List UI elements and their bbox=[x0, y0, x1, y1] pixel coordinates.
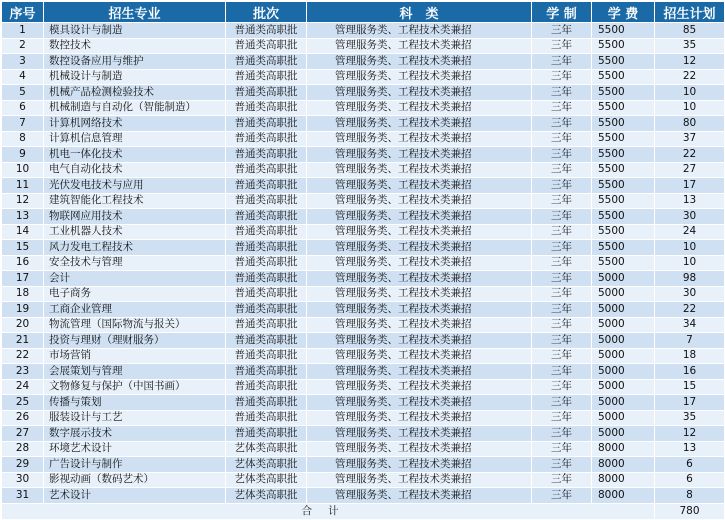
duration: 三年 bbox=[532, 209, 592, 225]
table-row bbox=[2, 131, 725, 147]
category: 管理服务类、工程技术类兼招 bbox=[307, 100, 532, 116]
quota: 18 bbox=[655, 348, 725, 364]
duration: 三年 bbox=[532, 178, 592, 194]
major-name: 机械设计与制造 bbox=[44, 69, 226, 85]
quota: 80 bbox=[655, 116, 725, 132]
quota: 6 bbox=[655, 457, 725, 473]
quota: 10 bbox=[655, 240, 725, 256]
duration: 三年 bbox=[532, 457, 592, 473]
row-index: 16 bbox=[2, 255, 44, 271]
row-index: 7 bbox=[2, 116, 44, 132]
batch: 普通类高职批 bbox=[226, 333, 307, 349]
duration: 三年 bbox=[532, 193, 592, 209]
header-duration: 学 制 bbox=[532, 2, 592, 23]
quota: 10 bbox=[655, 85, 725, 101]
tuition: 8000 bbox=[592, 488, 655, 504]
duration: 三年 bbox=[532, 271, 592, 287]
quota: 6 bbox=[655, 472, 725, 488]
batch: 普通类高职批 bbox=[226, 147, 307, 163]
header-tuition: 学 费 bbox=[592, 2, 655, 23]
major-name: 传播与策划 bbox=[44, 395, 226, 411]
category: 管理服务类、工程技术类兼招 bbox=[307, 162, 532, 178]
row-index: 5 bbox=[2, 85, 44, 101]
batch: 普通类高职批 bbox=[226, 286, 307, 302]
category: 管理服务类、工程技术类兼招 bbox=[307, 348, 532, 364]
tuition: 5500 bbox=[592, 38, 655, 54]
category: 管理服务类、工程技术类兼招 bbox=[307, 69, 532, 85]
category: 管理服务类、工程技术类兼招 bbox=[307, 488, 532, 504]
tuition: 5500 bbox=[592, 147, 655, 163]
table-row bbox=[2, 178, 725, 194]
quota: 17 bbox=[655, 395, 725, 411]
major-name: 会计 bbox=[44, 271, 226, 287]
duration: 三年 bbox=[532, 348, 592, 364]
tuition: 5000 bbox=[592, 271, 655, 287]
quota: 12 bbox=[655, 54, 725, 70]
quota: 10 bbox=[655, 255, 725, 271]
batch: 普通类高职批 bbox=[226, 379, 307, 395]
quota: 8 bbox=[655, 488, 725, 504]
table-body bbox=[2, 23, 725, 520]
tuition: 5500 bbox=[592, 100, 655, 116]
major-name: 数字展示技术 bbox=[44, 426, 226, 442]
category: 管理服务类、工程技术类兼招 bbox=[307, 286, 532, 302]
major-name: 文物修复与保护（中国书画） bbox=[44, 379, 226, 395]
category: 管理服务类、工程技术类兼招 bbox=[307, 379, 532, 395]
row-index: 28 bbox=[2, 441, 44, 457]
table-row bbox=[2, 85, 725, 101]
row-index: 10 bbox=[2, 162, 44, 178]
batch: 普通类高职批 bbox=[226, 100, 307, 116]
duration: 三年 bbox=[532, 131, 592, 147]
table-row bbox=[2, 286, 725, 302]
quota: 35 bbox=[655, 410, 725, 426]
duration: 三年 bbox=[532, 54, 592, 70]
quota: 27 bbox=[655, 162, 725, 178]
category: 管理服务类、工程技术类兼招 bbox=[307, 240, 532, 256]
row-index: 18 bbox=[2, 286, 44, 302]
duration: 三年 bbox=[532, 116, 592, 132]
tuition: 5000 bbox=[592, 286, 655, 302]
tuition: 5000 bbox=[592, 348, 655, 364]
header-quota: 招生计划 bbox=[655, 2, 725, 23]
table-row bbox=[2, 100, 725, 116]
tuition: 5500 bbox=[592, 255, 655, 271]
category: 管理服务类、工程技术类兼招 bbox=[307, 85, 532, 101]
tuition: 5000 bbox=[592, 317, 655, 333]
table-row bbox=[2, 333, 725, 349]
quota: 24 bbox=[655, 224, 725, 240]
major-name: 工业机器人技术 bbox=[44, 224, 226, 240]
duration: 三年 bbox=[532, 162, 592, 178]
duration: 三年 bbox=[532, 255, 592, 271]
major-name: 光伏发电技术与应用 bbox=[44, 178, 226, 194]
row-index: 20 bbox=[2, 317, 44, 333]
row-index: 19 bbox=[2, 302, 44, 318]
quota: 13 bbox=[655, 441, 725, 457]
row-index: 1 bbox=[2, 23, 44, 39]
quota: 10 bbox=[655, 100, 725, 116]
table-row bbox=[2, 395, 725, 411]
table-row bbox=[2, 410, 725, 426]
major-name: 艺术设计 bbox=[44, 488, 226, 504]
table-row bbox=[2, 271, 725, 287]
category: 管理服务类、工程技术类兼招 bbox=[307, 224, 532, 240]
table-row bbox=[2, 224, 725, 240]
tuition: 5500 bbox=[592, 116, 655, 132]
batch: 普通类高职批 bbox=[226, 162, 307, 178]
batch: 艺体类高职批 bbox=[226, 488, 307, 504]
category: 管理服务类、工程技术类兼招 bbox=[307, 178, 532, 194]
duration: 三年 bbox=[532, 472, 592, 488]
duration: 三年 bbox=[532, 302, 592, 318]
table-row bbox=[2, 54, 725, 70]
quota: 16 bbox=[655, 364, 725, 380]
tuition: 5500 bbox=[592, 240, 655, 256]
major-name: 物联网应用技术 bbox=[44, 209, 226, 225]
tuition: 5500 bbox=[592, 69, 655, 85]
batch: 普通类高职批 bbox=[226, 116, 307, 132]
major-name: 电子商务 bbox=[44, 286, 226, 302]
row-index: 8 bbox=[2, 131, 44, 147]
quota: 30 bbox=[655, 209, 725, 225]
row-index: 15 bbox=[2, 240, 44, 256]
tuition: 5500 bbox=[592, 85, 655, 101]
category: 管理服务类、工程技术类兼招 bbox=[307, 255, 532, 271]
table-row bbox=[2, 488, 725, 504]
major-name: 服装设计与工艺 bbox=[44, 410, 226, 426]
duration: 三年 bbox=[532, 379, 592, 395]
quota: 22 bbox=[655, 147, 725, 163]
header-batch: 批次 bbox=[226, 2, 307, 23]
major-name: 机械制造与自动化（智能制造） bbox=[44, 100, 226, 116]
table-row bbox=[2, 69, 725, 85]
batch: 普通类高职批 bbox=[226, 209, 307, 225]
duration: 三年 bbox=[532, 85, 592, 101]
row-index: 11 bbox=[2, 178, 44, 194]
row-index: 13 bbox=[2, 209, 44, 225]
batch: 普通类高职批 bbox=[226, 255, 307, 271]
tuition: 5000 bbox=[592, 410, 655, 426]
category: 管理服务类、工程技术类兼招 bbox=[307, 410, 532, 426]
batch: 普通类高职批 bbox=[226, 364, 307, 380]
table-row bbox=[2, 240, 725, 256]
major-name: 工商企业管理 bbox=[44, 302, 226, 318]
duration: 三年 bbox=[532, 364, 592, 380]
batch: 普通类高职批 bbox=[226, 240, 307, 256]
major-name: 广告设计与制作 bbox=[44, 457, 226, 473]
category: 管理服务类、工程技术类兼招 bbox=[307, 426, 532, 442]
table-row bbox=[2, 23, 725, 39]
row-index: 12 bbox=[2, 193, 44, 209]
batch: 普通类高职批 bbox=[226, 224, 307, 240]
batch: 普通类高职批 bbox=[226, 131, 307, 147]
quota: 22 bbox=[655, 69, 725, 85]
header-major: 招生专业 bbox=[44, 2, 226, 23]
major-name: 会展策划与管理 bbox=[44, 364, 226, 380]
tuition: 5000 bbox=[592, 426, 655, 442]
tuition: 5000 bbox=[592, 302, 655, 318]
duration: 三年 bbox=[532, 333, 592, 349]
category: 管理服务类、工程技术类兼招 bbox=[307, 302, 532, 318]
row-index: 21 bbox=[2, 333, 44, 349]
batch: 普通类高职批 bbox=[226, 302, 307, 318]
category: 管理服务类、工程技术类兼招 bbox=[307, 333, 532, 349]
duration: 三年 bbox=[532, 38, 592, 54]
tuition: 5000 bbox=[592, 395, 655, 411]
enrollment-plan-table bbox=[1, 1, 725, 520]
quota: 34 bbox=[655, 317, 725, 333]
major-name: 投资与理财（理财服务） bbox=[44, 333, 226, 349]
category: 管理服务类、工程技术类兼招 bbox=[307, 271, 532, 287]
row-index: 24 bbox=[2, 379, 44, 395]
category: 管理服务类、工程技术类兼招 bbox=[307, 116, 532, 132]
table-row bbox=[2, 116, 725, 132]
row-index: 29 bbox=[2, 457, 44, 473]
row-index: 9 bbox=[2, 147, 44, 163]
table-row bbox=[2, 255, 725, 271]
batch: 普通类高职批 bbox=[226, 178, 307, 194]
table-row bbox=[2, 348, 725, 364]
duration: 三年 bbox=[532, 240, 592, 256]
row-index: 3 bbox=[2, 54, 44, 70]
category: 管理服务类、工程技术类兼招 bbox=[307, 441, 532, 457]
table-row bbox=[2, 441, 725, 457]
table-row bbox=[2, 147, 725, 163]
major-name: 电气自动化技术 bbox=[44, 162, 226, 178]
category: 管理服务类、工程技术类兼招 bbox=[307, 209, 532, 225]
duration: 三年 bbox=[532, 100, 592, 116]
duration: 三年 bbox=[532, 410, 592, 426]
row-index: 6 bbox=[2, 100, 44, 116]
batch: 普通类高职批 bbox=[226, 410, 307, 426]
batch: 艺体类高职批 bbox=[226, 441, 307, 457]
tuition: 5500 bbox=[592, 54, 655, 70]
row-index: 31 bbox=[2, 488, 44, 504]
table-row bbox=[2, 302, 725, 318]
batch: 普通类高职批 bbox=[226, 426, 307, 442]
table-row bbox=[2, 379, 725, 395]
batch: 普通类高职批 bbox=[226, 23, 307, 39]
tuition: 5500 bbox=[592, 23, 655, 39]
major-name: 机电一体化技术 bbox=[44, 147, 226, 163]
batch: 艺体类高职批 bbox=[226, 457, 307, 473]
quota: 15 bbox=[655, 379, 725, 395]
major-name: 安全技术与管理 bbox=[44, 255, 226, 271]
quota: 7 bbox=[655, 333, 725, 349]
table-row bbox=[2, 472, 725, 488]
quota: 35 bbox=[655, 38, 725, 54]
row-index: 27 bbox=[2, 426, 44, 442]
total-row bbox=[2, 503, 725, 519]
major-name: 模具设计与制造 bbox=[44, 23, 226, 39]
duration: 三年 bbox=[532, 426, 592, 442]
batch: 普通类高职批 bbox=[226, 348, 307, 364]
row-index: 25 bbox=[2, 395, 44, 411]
duration: 三年 bbox=[532, 23, 592, 39]
category: 管理服务类、工程技术类兼招 bbox=[307, 147, 532, 163]
duration: 三年 bbox=[532, 395, 592, 411]
batch: 普通类高职批 bbox=[226, 317, 307, 333]
category: 管理服务类、工程技术类兼招 bbox=[307, 364, 532, 380]
quota: 85 bbox=[655, 23, 725, 39]
major-name: 机械产品检测检验技术 bbox=[44, 85, 226, 101]
tuition: 5500 bbox=[592, 178, 655, 194]
category: 管理服务类、工程技术类兼招 bbox=[307, 317, 532, 333]
batch: 普通类高职批 bbox=[226, 85, 307, 101]
row-index: 26 bbox=[2, 410, 44, 426]
total-label: 合计 bbox=[2, 503, 655, 519]
tuition: 5500 bbox=[592, 131, 655, 147]
major-name: 影视动画（数码艺术） bbox=[44, 472, 226, 488]
major-name: 计算机网络技术 bbox=[44, 116, 226, 132]
major-name: 环境艺术设计 bbox=[44, 441, 226, 457]
table-row bbox=[2, 209, 725, 225]
tuition: 8000 bbox=[592, 441, 655, 457]
category: 管理服务类、工程技术类兼招 bbox=[307, 395, 532, 411]
quota: 12 bbox=[655, 426, 725, 442]
duration: 三年 bbox=[532, 441, 592, 457]
major-name: 建筑智能化工程技术 bbox=[44, 193, 226, 209]
tuition: 5000 bbox=[592, 379, 655, 395]
major-name: 市场营销 bbox=[44, 348, 226, 364]
tuition: 5500 bbox=[592, 193, 655, 209]
duration: 三年 bbox=[532, 224, 592, 240]
quota: 22 bbox=[655, 302, 725, 318]
major-name: 风力发电工程技术 bbox=[44, 240, 226, 256]
major-name: 数控技术 bbox=[44, 38, 226, 54]
duration: 三年 bbox=[532, 286, 592, 302]
table-row bbox=[2, 38, 725, 54]
tuition: 8000 bbox=[592, 457, 655, 473]
duration: 三年 bbox=[532, 488, 592, 504]
duration: 三年 bbox=[532, 317, 592, 333]
duration: 三年 bbox=[532, 69, 592, 85]
table-row bbox=[2, 193, 725, 209]
header-row bbox=[2, 2, 725, 23]
major-name: 计算机信息管理 bbox=[44, 131, 226, 147]
batch: 普通类高职批 bbox=[226, 69, 307, 85]
row-index: 17 bbox=[2, 271, 44, 287]
quota: 30 bbox=[655, 286, 725, 302]
tuition: 5500 bbox=[592, 224, 655, 240]
batch: 普通类高职批 bbox=[226, 38, 307, 54]
batch: 普通类高职批 bbox=[226, 271, 307, 287]
header-category: 科 类 bbox=[307, 2, 532, 23]
tuition: 5000 bbox=[592, 333, 655, 349]
category: 管理服务类、工程技术类兼招 bbox=[307, 472, 532, 488]
major-name: 物流管理（国际物流与报关） bbox=[44, 317, 226, 333]
header-index: 序号 bbox=[2, 2, 44, 23]
quota: 37 bbox=[655, 131, 725, 147]
table-row bbox=[2, 162, 725, 178]
category: 管理服务类、工程技术类兼招 bbox=[307, 54, 532, 70]
batch: 普通类高职批 bbox=[226, 395, 307, 411]
tuition: 8000 bbox=[592, 472, 655, 488]
table-row bbox=[2, 457, 725, 473]
category: 管理服务类、工程技术类兼招 bbox=[307, 23, 532, 39]
category: 管理服务类、工程技术类兼招 bbox=[307, 38, 532, 54]
batch: 普通类高职批 bbox=[226, 193, 307, 209]
batch: 普通类高职批 bbox=[226, 54, 307, 70]
tuition: 5500 bbox=[592, 162, 655, 178]
category: 管理服务类、工程技术类兼招 bbox=[307, 131, 532, 147]
quota: 13 bbox=[655, 193, 725, 209]
table-row bbox=[2, 426, 725, 442]
row-index: 22 bbox=[2, 348, 44, 364]
row-index: 23 bbox=[2, 364, 44, 380]
quota: 17 bbox=[655, 178, 725, 194]
row-index: 2 bbox=[2, 38, 44, 54]
table-row bbox=[2, 317, 725, 333]
quota: 98 bbox=[655, 271, 725, 287]
total-value: 780 bbox=[655, 503, 725, 519]
row-index: 14 bbox=[2, 224, 44, 240]
tuition: 5500 bbox=[592, 209, 655, 225]
major-name: 数控设备应用与维护 bbox=[44, 54, 226, 70]
category: 管理服务类、工程技术类兼招 bbox=[307, 457, 532, 473]
category: 管理服务类、工程技术类兼招 bbox=[307, 193, 532, 209]
duration: 三年 bbox=[532, 147, 592, 163]
table-row bbox=[2, 364, 725, 380]
batch: 艺体类高职批 bbox=[226, 472, 307, 488]
row-index: 4 bbox=[2, 69, 44, 85]
row-index: 30 bbox=[2, 472, 44, 488]
tuition: 5000 bbox=[592, 364, 655, 380]
